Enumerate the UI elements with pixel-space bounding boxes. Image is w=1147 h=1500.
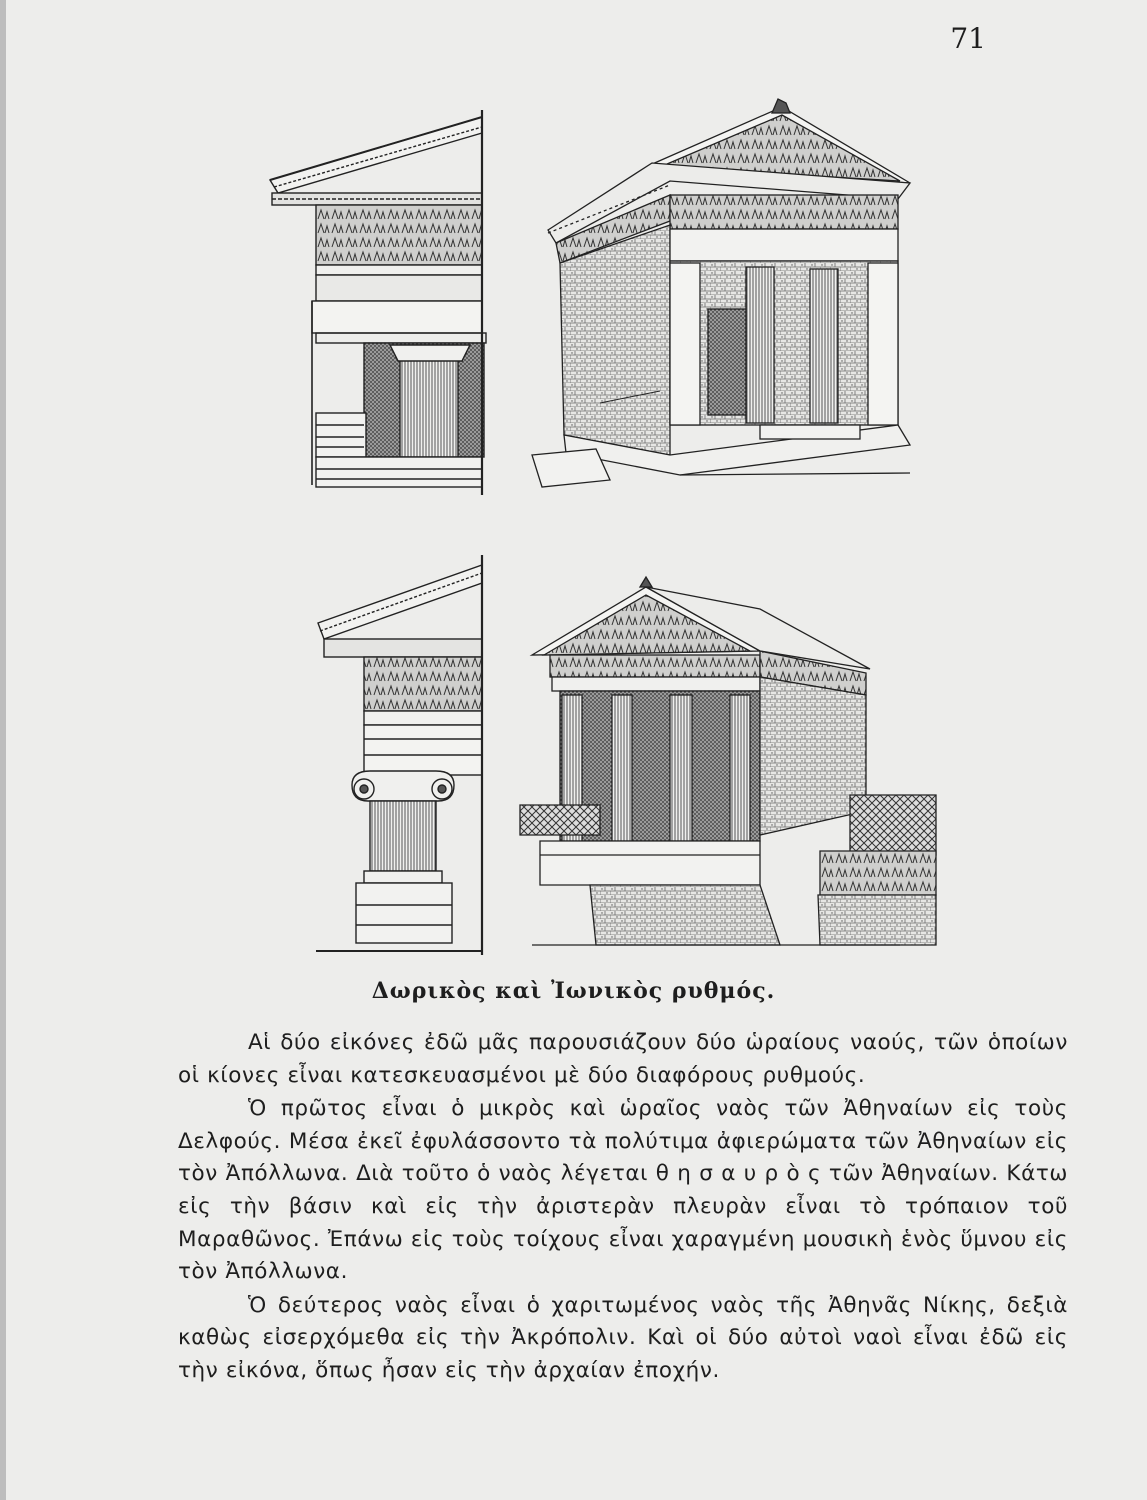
page-binding-edge <box>0 0 6 1500</box>
figure-caption: Δωρικὸς καὶ Ἰωνικὸς ρυθμός. <box>371 978 776 1004</box>
page-number: 71 <box>950 22 986 55</box>
ionic-temple <box>520 577 936 945</box>
paragraph: Ὁ δεύτερος ναὸς εἶναι ὁ χαριτωμένος ναὸς τῆς Ἀθηνᾶς Νίκης, δεξιὰ καθὼς εἰσερχόμεθα εἰς τὴν Ἀκρόπολιν. Καὶ οἱ δύο αὐτοὶ ναοὶ εἶναι ἐδῶ εἰς τὴν εἰκόνα, ὅπως ἦσαν εἰς τὴν ἀρχαίαν ἐποχήν. <box>178 1292 1068 1383</box>
paragraph: Αἱ δύο εἰκόνες ἐδῶ μᾶς παρουσιάζουν δύο ὡραίους ναούς, τῶν ὁποίων οἱ κίονες εἶναι κατεσκευασμένοι μὲ δύο διαφόρους ρυθμούς. <box>178 1030 1068 1088</box>
temples-illustration <box>260 95 940 970</box>
paragraph: Ὁ πρῶτος εἶναι ὁ μικρὸς καὶ ὡραῖος ναὸς τῶν Ἀθηναίων εἰς τοὺς Δελφούς. Μέσα ἐκεῖ ἐφυλάσσοντο τὰ πολύτιμα ἀφιερώματα τῶν Ἀθηναίων εἰς τὸν Ἀπόλλωνα. Διὰ τοῦτο ὁ ναὸς λέγεται θ η σ α υ ρ ὸ ς τῶν Ἀθηναίων. Κάτω εἰς τὴν βάσιν καὶ εἰς τὴν ἀριστερὰν πλευρὰν εἶναι τὸ τρόπαιον τοῦ Μαραθῶνος. Ἐπάνω εἰς τοὺς τοίχους εἶναι χαραγμένη μουσικὴ ἑνὸς ὕμνου εἰς τὸν Ἀπόλλωνα. <box>178 1096 1068 1285</box>
doric-temple <box>532 99 910 487</box>
doric-order-detail <box>270 110 486 495</box>
ionic-order-detail <box>316 555 482 955</box>
body-text <box>178 1027 1068 1388</box>
